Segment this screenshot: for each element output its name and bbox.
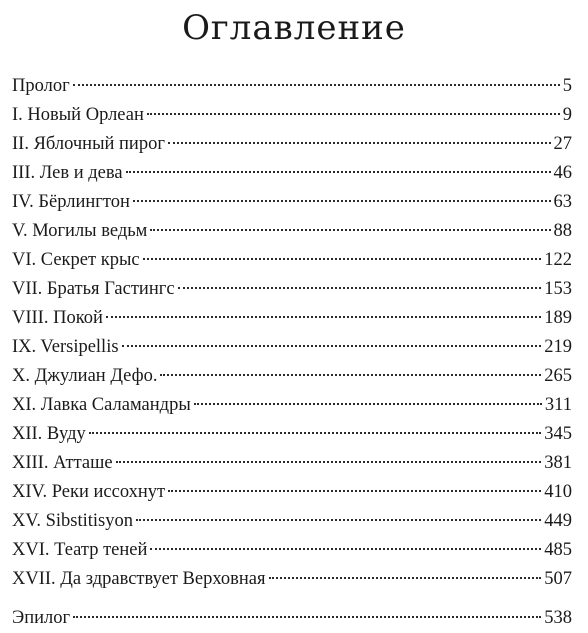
toc-entry-page: 381 — [544, 453, 572, 473]
toc-entry-label: IV. Бёрлингтон — [12, 192, 130, 212]
toc-entry-label: VII. Братья Гастингс — [12, 279, 175, 299]
toc-entry-page: 5 — [562, 76, 572, 96]
toc-entry[interactable] — [12, 536, 572, 565]
toc-entry-page: 9 — [562, 105, 572, 125]
toc-entry-label: XIV. Реки иссохнут — [12, 482, 166, 502]
toc-entry-page: 538 — [544, 608, 572, 628]
toc-entry-page: 189 — [544, 308, 572, 328]
toc-entry[interactable] — [12, 101, 572, 130]
toc-entry[interactable] — [12, 333, 572, 362]
leader-dots — [136, 519, 541, 521]
leader-dots — [126, 171, 551, 173]
toc-entry-label: Эпилог — [12, 608, 71, 628]
toc-entry-label: VI. Секрет крыс — [12, 250, 140, 270]
leader-dots — [122, 345, 542, 347]
toc-entry-label: XII. Вуду — [12, 424, 86, 444]
toc-entry-label: IX. Versipellis — [12, 337, 119, 357]
toc-entry[interactable] — [12, 159, 572, 188]
toc-entry-label: V. Могилы ведьм — [12, 221, 148, 241]
toc-entry-page: 507 — [544, 569, 572, 589]
leader-dots — [73, 84, 560, 86]
page-title: Оглавление — [182, 8, 406, 48]
toc-entry-page: 345 — [544, 424, 572, 444]
toc-entry-label: XI. Лавка Саламандры — [12, 395, 191, 415]
toc-entry[interactable] — [12, 507, 572, 536]
leader-dots — [160, 374, 541, 376]
leader-dots — [147, 113, 560, 115]
toc-entry[interactable] — [12, 72, 572, 101]
toc-entry-label: XVI. Театр теней — [12, 540, 148, 560]
toc-entry[interactable] — [12, 246, 572, 275]
toc-entry-label: XIII. Атташе — [12, 453, 113, 473]
toc-entry[interactable] — [12, 217, 572, 246]
toc-entry-page: 46 — [553, 163, 572, 183]
toc-entry-label: Пролог — [12, 76, 70, 96]
leader-dots — [133, 200, 551, 202]
toc-entry[interactable] — [12, 391, 572, 420]
leader-dots — [73, 616, 541, 618]
toc-entry-page: 219 — [544, 337, 572, 357]
toc-entry-epilogue[interactable] — [12, 604, 572, 633]
leader-dots — [178, 287, 542, 289]
toc-entry[interactable] — [12, 130, 572, 159]
toc-entry[interactable] — [12, 565, 572, 594]
leader-dots — [168, 490, 541, 492]
toc-entry[interactable] — [12, 188, 572, 217]
toc-entry[interactable] — [12, 362, 572, 391]
toc-entry-page: 63 — [553, 192, 572, 212]
toc-entry-page: 265 — [544, 366, 572, 386]
toc-entry[interactable] — [12, 420, 572, 449]
toc-entry-label: XV. Sibstitisyon — [12, 511, 133, 531]
leader-dots — [194, 403, 542, 405]
leader-dots — [143, 258, 542, 260]
toc-entry-page: 27 — [553, 134, 572, 154]
toc-entry-page: 122 — [544, 250, 572, 270]
toc-entry-page: 311 — [544, 395, 572, 415]
toc-entry-label: VIII. Покой — [12, 308, 103, 328]
toc-entry-page: 410 — [544, 482, 572, 502]
toc-entry-label: XVII. Да здравствует Верховная — [12, 569, 266, 589]
toc-entry-label: I. Новый Орлеан — [12, 105, 144, 125]
toc-entry-label: III. Лев и дева — [12, 163, 123, 183]
leader-dots — [150, 229, 550, 231]
table-of-contents — [12, 72, 572, 633]
section-gap — [12, 594, 572, 604]
toc-entry-page: 88 — [553, 221, 572, 241]
leader-dots — [89, 432, 541, 434]
toc-entry[interactable] — [12, 478, 572, 507]
leader-dots — [106, 316, 541, 318]
toc-entry-label: II. Яблочный пирог — [12, 134, 165, 154]
leader-dots — [150, 548, 541, 550]
toc-entry-page: 449 — [544, 511, 572, 531]
toc-entry[interactable] — [12, 449, 572, 478]
leader-dots — [269, 577, 542, 579]
toc-entry[interactable] — [12, 304, 572, 333]
leader-dots — [116, 461, 542, 463]
toc-entry-label: X. Джулиан Дефо. — [12, 366, 158, 386]
leader-dots — [168, 142, 551, 144]
toc-entry[interactable] — [12, 275, 572, 304]
toc-entry-page: 485 — [544, 540, 572, 560]
toc-entry-page: 153 — [544, 279, 572, 299]
